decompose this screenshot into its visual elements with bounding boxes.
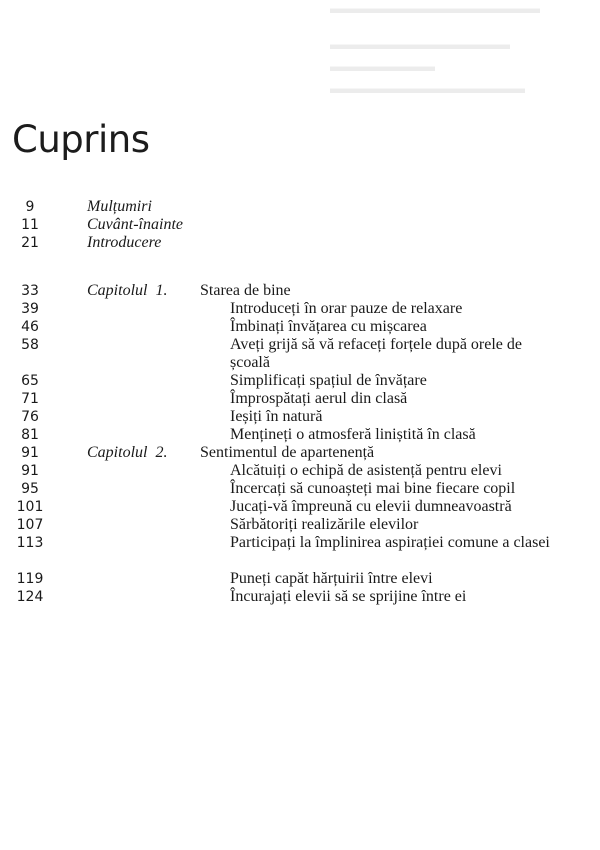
toc-chapter-1[interactable] xyxy=(0,282,600,300)
toc-section[interactable] xyxy=(0,516,600,534)
section-title: Introduceți în orar pauze de relaxare xyxy=(230,300,463,317)
page-number: 101 xyxy=(16,499,44,515)
page-number: 113 xyxy=(16,535,44,551)
section-title: Mențineți o atmosferă liniștită în clasă xyxy=(230,426,476,443)
show-through-text: ▬▬▬▬▬▬▬▬▬▬▬▬▬ xyxy=(330,81,525,97)
toc-section[interactable] xyxy=(0,300,600,318)
page-number: 91 xyxy=(21,445,39,461)
page-number: 33 xyxy=(21,283,39,299)
toc-entry-acknowledgements[interactable] xyxy=(0,198,600,216)
page-title: Cuprins xyxy=(12,118,150,161)
page-number: 46 xyxy=(21,319,39,335)
page-number: 81 xyxy=(21,427,39,443)
chapter-title: Sentimentul de apartenență xyxy=(200,444,375,461)
entry-title: Introducere xyxy=(87,234,162,251)
toc-section[interactable] xyxy=(0,498,600,516)
toc-section[interactable] xyxy=(0,372,600,390)
page-number: 91 xyxy=(21,463,39,479)
toc-section[interactable] xyxy=(0,462,600,480)
section-title: Împrospătați aerul din clasă xyxy=(230,390,408,407)
section-title: Sărbătoriți realizările elevilor xyxy=(230,516,419,533)
toc-entry-foreword[interactable] xyxy=(0,216,600,234)
toc-section[interactable] xyxy=(0,336,600,372)
chapter-title: Starea de bine xyxy=(200,282,291,299)
toc-section[interactable] xyxy=(0,534,600,570)
toc-section[interactable] xyxy=(0,588,600,606)
page-number: 9 xyxy=(25,199,35,215)
toc-section[interactable] xyxy=(0,318,600,336)
page-number: 39 xyxy=(21,301,39,317)
toc-section[interactable] xyxy=(0,390,600,408)
page-number: 76 xyxy=(21,409,39,425)
section-title: Jucați-vă împreună cu elevii dumneavoastră xyxy=(230,498,512,515)
page-number: 65 xyxy=(21,373,39,389)
page-number: 11 xyxy=(21,217,39,233)
section-title: Alcătuiți o echipă de asistență pentru elevi xyxy=(230,462,502,479)
section-title: Aveți grijă să vă refaceți forțele după orele de școală xyxy=(230,336,522,371)
page-number: 71 xyxy=(21,391,39,407)
toc-section[interactable] xyxy=(0,408,600,426)
show-through-text: ▬▬▬▬▬▬▬ xyxy=(330,59,435,75)
section-title: Participați la împlinirea aspirației comune a clasei xyxy=(230,534,550,551)
entry-title: Mulțumiri xyxy=(87,198,152,215)
toc-section[interactable] xyxy=(0,480,600,498)
page-number: 21 xyxy=(21,235,39,251)
section-title: Puneți capăt hărțuirii între elevi xyxy=(230,570,433,587)
section-title: Încercați să cunoașteți mai bine fiecare copil xyxy=(230,480,516,497)
chapter-label: Capitolul 2. xyxy=(87,444,168,461)
section-title: Ieșiți în natură xyxy=(230,408,323,425)
entry-title: Cuvânt-înainte xyxy=(87,216,183,233)
table-of-contents xyxy=(0,198,600,606)
toc-chapter-2[interactable] xyxy=(0,444,600,462)
section-title: Îmbinați învățarea cu mișcarea xyxy=(230,318,427,335)
show-through-text: ▬▬▬▬▬▬▬▬▬▬▬▬▬▬ xyxy=(330,1,540,17)
spacer xyxy=(0,252,600,282)
toc-section[interactable] xyxy=(0,426,600,444)
page-number: 95 xyxy=(21,481,39,497)
page-number: 58 xyxy=(21,337,39,353)
page-number: 119 xyxy=(16,571,44,587)
show-through-text: ▬▬▬▬▬▬▬▬▬▬▬▬ xyxy=(330,37,510,53)
page-number: 107 xyxy=(16,517,44,533)
page-number: 124 xyxy=(16,589,44,605)
toc-entry-introduction[interactable] xyxy=(0,234,600,252)
toc-section[interactable] xyxy=(0,570,600,588)
chapter-label: Capitolul 1. xyxy=(87,282,168,299)
section-title: Simplificați spațiul de învățare xyxy=(230,372,427,389)
section-title: Încurajați elevii să se sprijine între ei xyxy=(230,588,467,605)
